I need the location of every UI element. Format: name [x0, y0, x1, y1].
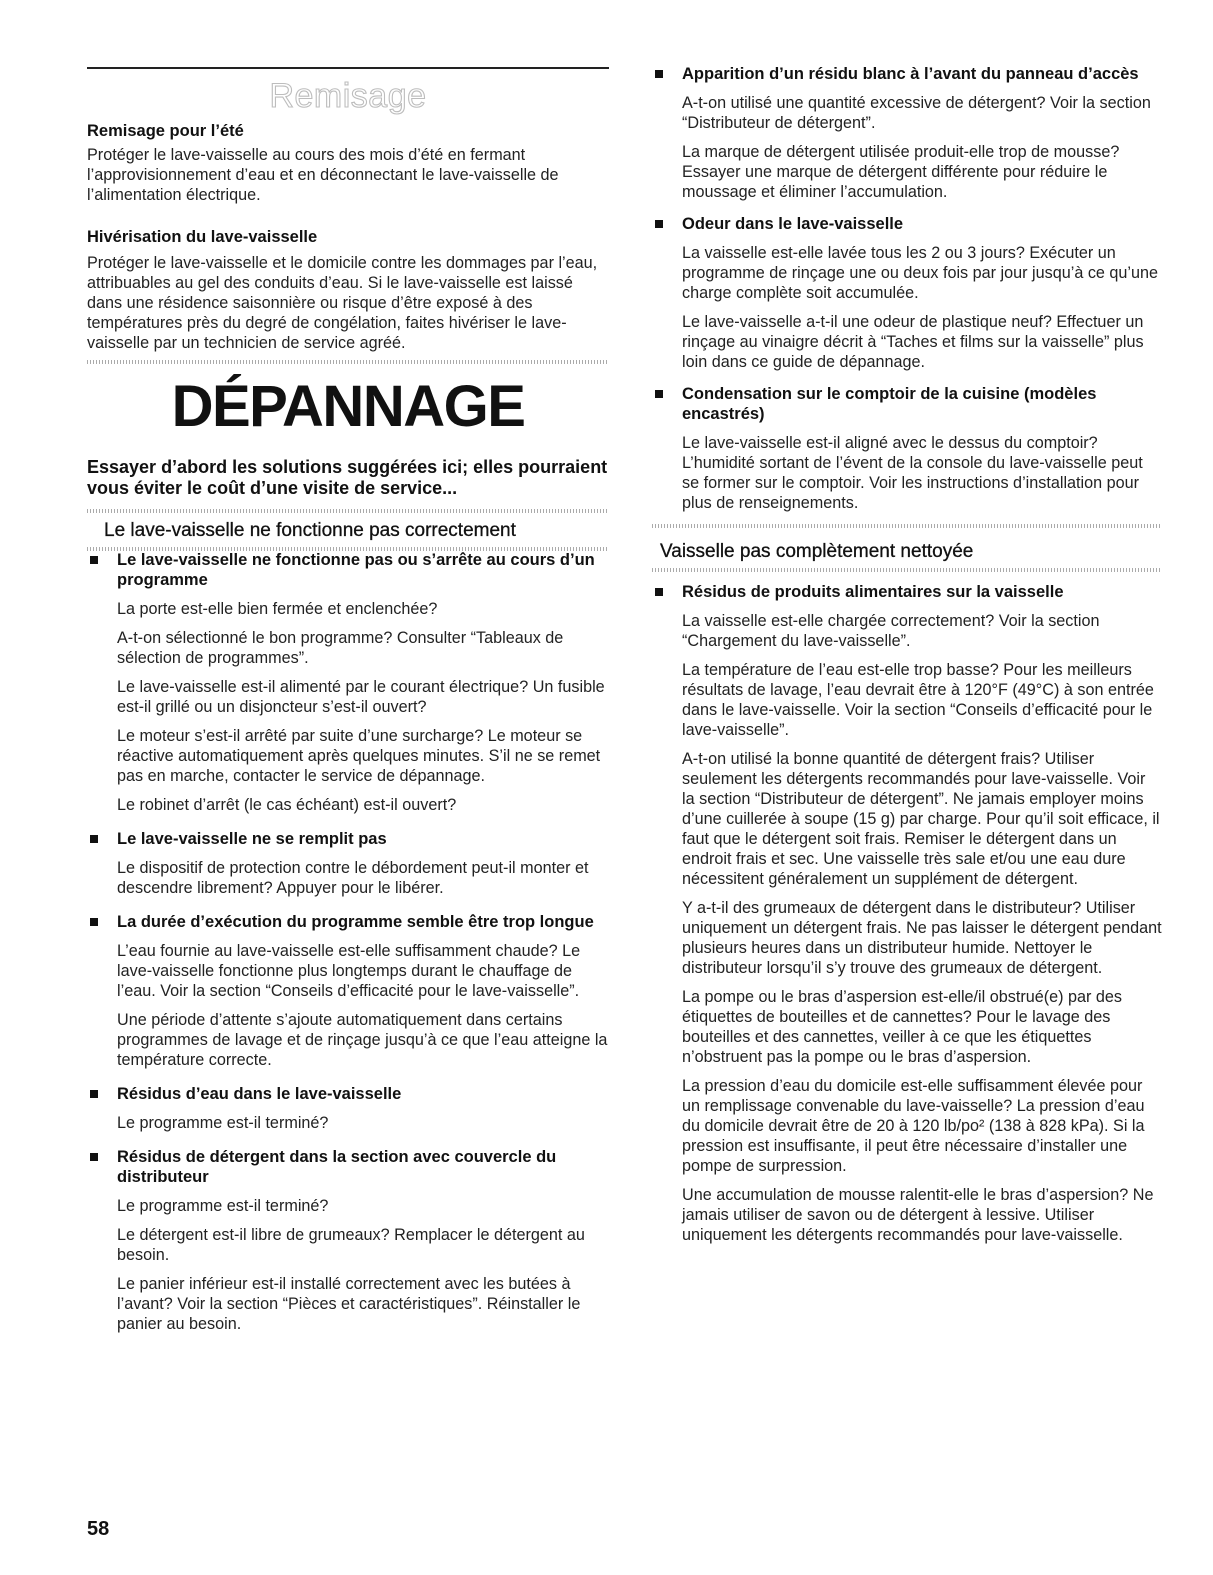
problem-item — [652, 214, 1162, 372]
bullet-square-icon — [90, 918, 98, 926]
problem-title: Condensation sur le comptoir de la cuisine (modèles encastrés) — [682, 385, 1097, 423]
section-heading-not-clean: Vaisselle pas complètement nettoyée — [660, 541, 974, 562]
left-problems — [87, 550, 609, 1334]
winter-storage-heading: Hivérisation du lave-vaisselle — [87, 228, 318, 246]
bullet-square-icon — [90, 835, 98, 843]
answer-text: Le robinet d’arrêt (le cas échéant) est-il ouvert? — [117, 796, 457, 814]
right-problems — [652, 64, 1162, 513]
page-number: 58 — [87, 1518, 110, 1540]
right-problems-2 — [652, 582, 1162, 1245]
answer-text: Le programme est-il terminé? — [117, 1114, 329, 1132]
problem-item — [87, 550, 609, 815]
answer-text: La porte est-elle bien fermée et enclenchée? — [117, 600, 438, 618]
answer-text: La pression d’eau du domicile est-elle suffisamment élevée pour un remplissage convenable du lave-vaisselle? La pression d’eau du domicile devrait être de 20 à 120 lb/po² (138 à 828 kPa). Si la pression est insuffisante, il peut être nécessaire d’installer une pompe de surpression. — [682, 1077, 1145, 1175]
answer-text: Le moteur s’est-il arrêté par suite d’une surcharge? Le moteur se réactive automatiquement après quelques minutes. S’il ne se remet pas en marche, contacter le service de dépannage. — [117, 727, 601, 785]
problem-title: Apparition d’un résidu blanc à l’avant du panneau d’accès — [682, 65, 1139, 83]
problem-item — [87, 1147, 609, 1334]
answer-text: Le lave-vaisselle a-t-il une odeur de plastique neuf? Effectuer un rinçage au vinaigre décrit à “Taches et films sur la vaisselle” plus loin dans ce guide de dépannage. — [682, 313, 1144, 371]
hatch-divider — [87, 360, 609, 364]
problem-item — [652, 384, 1162, 513]
section-heading-not-working: Le lave-vaisselle ne fonctionne pas correctement — [104, 520, 516, 541]
top-rule — [87, 67, 609, 69]
bullet-square-icon — [655, 220, 663, 228]
problem-item — [652, 582, 1162, 1245]
section-not-clean — [652, 524, 1162, 572]
depannage-title: DÉPANNAGE — [171, 374, 525, 439]
answer-text: Le panier inférieur est-il installé correctement avec les butées à l’avant? Voir la section “Pièces et caractéristiques”. Réinstaller le panier au besoin. — [117, 1275, 581, 1333]
answer-text: Le lave-vaisselle est-il aligné avec le dessus du comptoir? L’humidité sortant de l’évent de la console du lave-vaisselle peut se former sur le comptoir. Voir les instructions d’installation pour plus de renseignements. — [682, 434, 1143, 512]
answer-text: Le détergent est-il libre de grumeaux? Remplacer le détergent au besoin. — [117, 1226, 585, 1264]
problem-title: Résidus de produits alimentaires sur la vaisselle — [682, 583, 1064, 601]
bullet-square-icon — [655, 70, 663, 78]
winter-storage-text: Protéger le lave-vaisselle et le domicile contre les dommages par l’eau, attribuables au gel des conduits d’eau. Si le lave-vaisselle est laissé dans une résidence saisonnière ou risque d’être exposé à des températures près du degré de congélation, faites hivériser le lave-vaisselle par un technicien de service agréé. — [87, 254, 598, 352]
bullet-square-icon — [655, 390, 663, 398]
answer-text: La pompe ou le bras d’aspersion est-elle/il obstrué(e) par des étiquettes de bouteilles et de cannettes? Pour le lavage des bouteilles et des cannettes, veiller à ce que les étiquettes n’obstruent pas la pompe ou le bras d’aspersion. — [682, 988, 1123, 1066]
hatch-divider — [652, 524, 1162, 528]
answer-text: La température de l’eau est-elle trop basse? Pour les meilleurs résultats de lavage, l’eau devrait être à 120°F (49°C) à son entrée dans le lave-vaisselle. Voir la section “Conseils d’efficacité pour le lave-vaisselle”. — [682, 661, 1154, 739]
problem-item — [87, 829, 609, 898]
hatch-divider — [87, 509, 609, 513]
remisage-title: Remisage — [269, 77, 427, 115]
answer-text: La vaisselle est-elle chargée correctement? Voir la section “Chargement du lave-vaisselle”. — [682, 612, 1100, 650]
answer-text: A-t-on sélectionné le bon programme? Consulter “Tableaux de sélection de programmes”. — [117, 629, 564, 667]
answer-text: La vaisselle est-elle lavée tous les 2 ou 3 jours? Exécuter un programme de rinçage une ou deux fois par jour jusqu’à ce qu’une charge complète soit accumulée. — [682, 244, 1159, 302]
problem-item — [87, 912, 609, 1070]
bullet-square-icon — [655, 588, 663, 596]
answer-text: Une période d’attente s’ajoute automatiquement dans certains programmes de lavage et de rinçage jusqu’à ce que l’eau atteigne la température correcte. — [117, 1011, 608, 1069]
answer-text: Le lave-vaisselle est-il alimenté par le courant électrique? Un fusible est-il grillé ou un disjoncteur s’est-il ouvert? — [117, 678, 605, 716]
answer-text: Y a-t-il des grumeaux de détergent dans le distributeur? Utiliser uniquement un détergent frais. Ne pas laisser le détergent pendant plusieurs heures dans un distributeur humide. Nettoyer le distributeur lorsqu’il s’y trouve des grumeaux de détergent. — [682, 899, 1162, 977]
answer-text: A-t-on utilisé la bonne quantité de détergent frais? Utiliser seulement les détergents recommandés pour lave-vaisselle. Voir la section “Distributeur de détergent”. Ne jamais employer moins d’une cuillerée à soupe (15 g) par charge. Pour qu’il soit efficace, il faut que le détergent soit frais. Remiser le détergent dans un endroit frais et sec. Une vaisselle très sale et/ou une eau dure nécessitent généralement un supplément de détergent. — [682, 750, 1160, 888]
problem-title: Odeur dans le lave-vaisselle — [682, 215, 904, 233]
answer-text: Le programme est-il terminé? — [117, 1197, 329, 1215]
bullet-square-icon — [90, 1153, 98, 1161]
depannage-section — [87, 360, 609, 551]
answer-text: La marque de détergent utilisée produit-elle trop de mousse? Essayer une marque de détergent différente pour réduire le moussage et éliminer l’accumulation. — [682, 143, 1120, 201]
bullet-square-icon — [90, 1090, 98, 1098]
answer-text: L’eau fournie au lave-vaisselle est-elle suffisamment chaude? Le lave-vaisselle fonctionne plus longtemps durant le chauffage de l’eau. Voir la section “Conseils d’efficacité pour le lave-vaisselle”. — [117, 942, 581, 1000]
summer-storage-heading: Remisage pour l’été — [87, 122, 244, 140]
hatch-divider — [652, 568, 1162, 572]
answer-text: A-t-on utilisé une quantité excessive de détergent? Voir la section “Distributeur de détergent”. — [682, 94, 1151, 132]
answer-text: Une accumulation de mousse ralentit-elle le bras d’aspersion? Ne jamais utiliser de savon ou de détergent à lessive. Utiliser uniquement les détergents recommandés pour lave-vaisselle. — [682, 1186, 1154, 1244]
problem-title: La durée d’exécution du programme semble être trop longue — [117, 913, 594, 931]
answer-text: Le dispositif de protection contre le débordement peut-il monter et descendre librement? Appuyer pour le libérer. — [117, 859, 589, 897]
problem-title: Résidus de détergent dans la section avec couvercle du distributeur — [117, 1148, 557, 1186]
problem-item — [652, 64, 1162, 202]
depannage-intro: Essayer d’abord les solutions suggérées ici; elles pourraient vous éviter le coût d’une visite de service... — [87, 457, 608, 498]
remisage-section — [87, 121, 609, 353]
problem-item — [87, 1084, 609, 1133]
problem-title: Le lave-vaisselle ne se remplit pas — [117, 830, 387, 848]
problem-title: Le lave-vaisselle ne fonctionne pas ou s’arrête au cours d’un programme — [117, 551, 595, 589]
problem-title: Résidus d’eau dans le lave-vaisselle — [117, 1085, 402, 1103]
summer-storage-text: Protéger le lave-vaisselle au cours des mois d’été en fermant l’approvisionnement d’eau et en déconnectant le lave-vaisselle de l’alimentation électrique. — [87, 146, 559, 204]
bullet-square-icon — [90, 556, 98, 564]
